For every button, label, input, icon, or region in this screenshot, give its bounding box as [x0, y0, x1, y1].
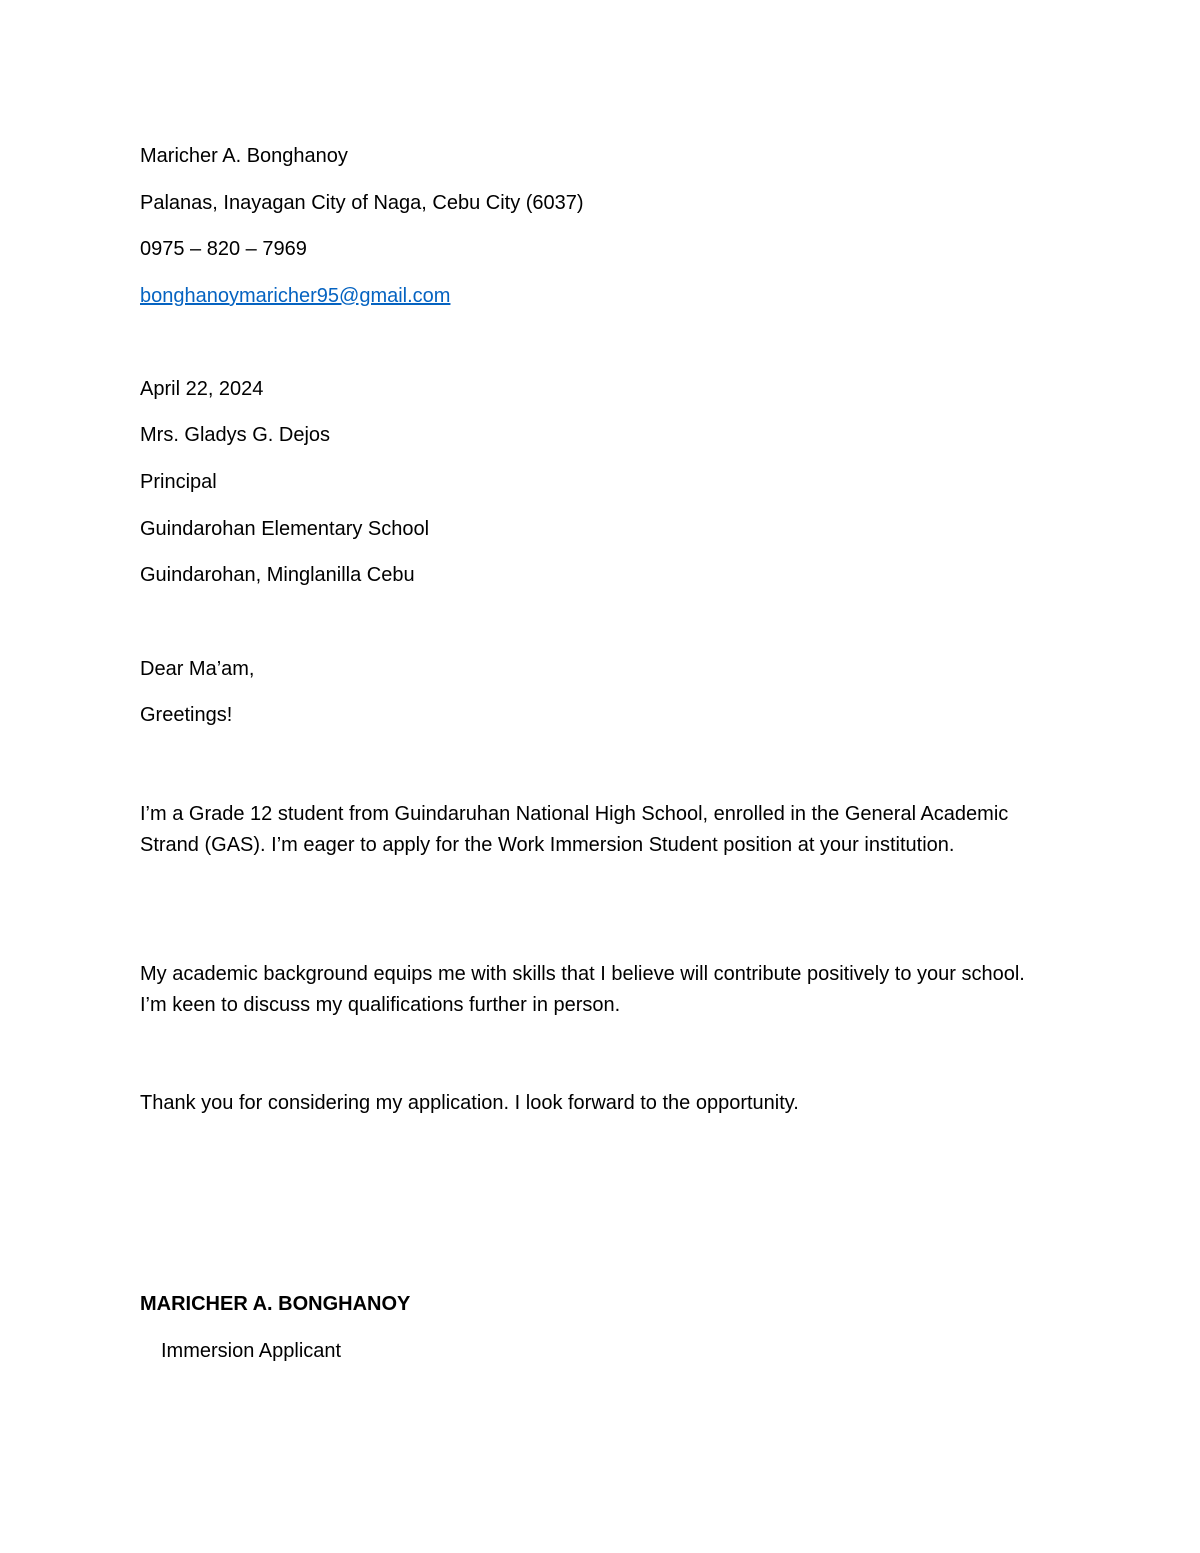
signature-name: MARICHER A. BONGHANOY	[140, 1293, 411, 1315]
sender-email-link[interactable]: bonghanoymaricher95@gmail.com	[140, 285, 451, 307]
sender-name: Maricher A. Bonghanoy	[140, 145, 348, 167]
recipient-address: Guindarohan, Minglanilla Cebu	[140, 564, 415, 586]
signature-role: Immersion Applicant	[161, 1340, 342, 1362]
body-paragraph-2: My academic background equips me with skills that I believe will contribute positively to your school. I’m keen to discuss my qualifications further in person.	[140, 963, 1025, 1016]
letter-date: April 22, 2024	[140, 378, 264, 400]
body-paragraph-1: I’m a Grade 12 student from Guindaruhan National High School, enrolled in the General Academic Strand (GAS). I’m eager to apply for the Work Immersion Student position at your institution.	[140, 803, 1009, 856]
sender-address: Palanas, Inayagan City of Naga, Cebu City (6037)	[140, 192, 584, 214]
salutation: Dear Ma’am,	[140, 658, 255, 680]
greeting: Greetings!	[140, 704, 233, 726]
body-paragraph-3: Thank you for considering my application. I look forward to the opportunity.	[140, 1092, 799, 1114]
recipient-name: Mrs. Gladys G. Dejos	[140, 424, 331, 446]
recipient-school: Guindarohan Elementary School	[140, 518, 430, 540]
sender-phone: 0975 – 820 – 7969	[140, 238, 307, 260]
recipient-title: Principal	[140, 471, 217, 493]
